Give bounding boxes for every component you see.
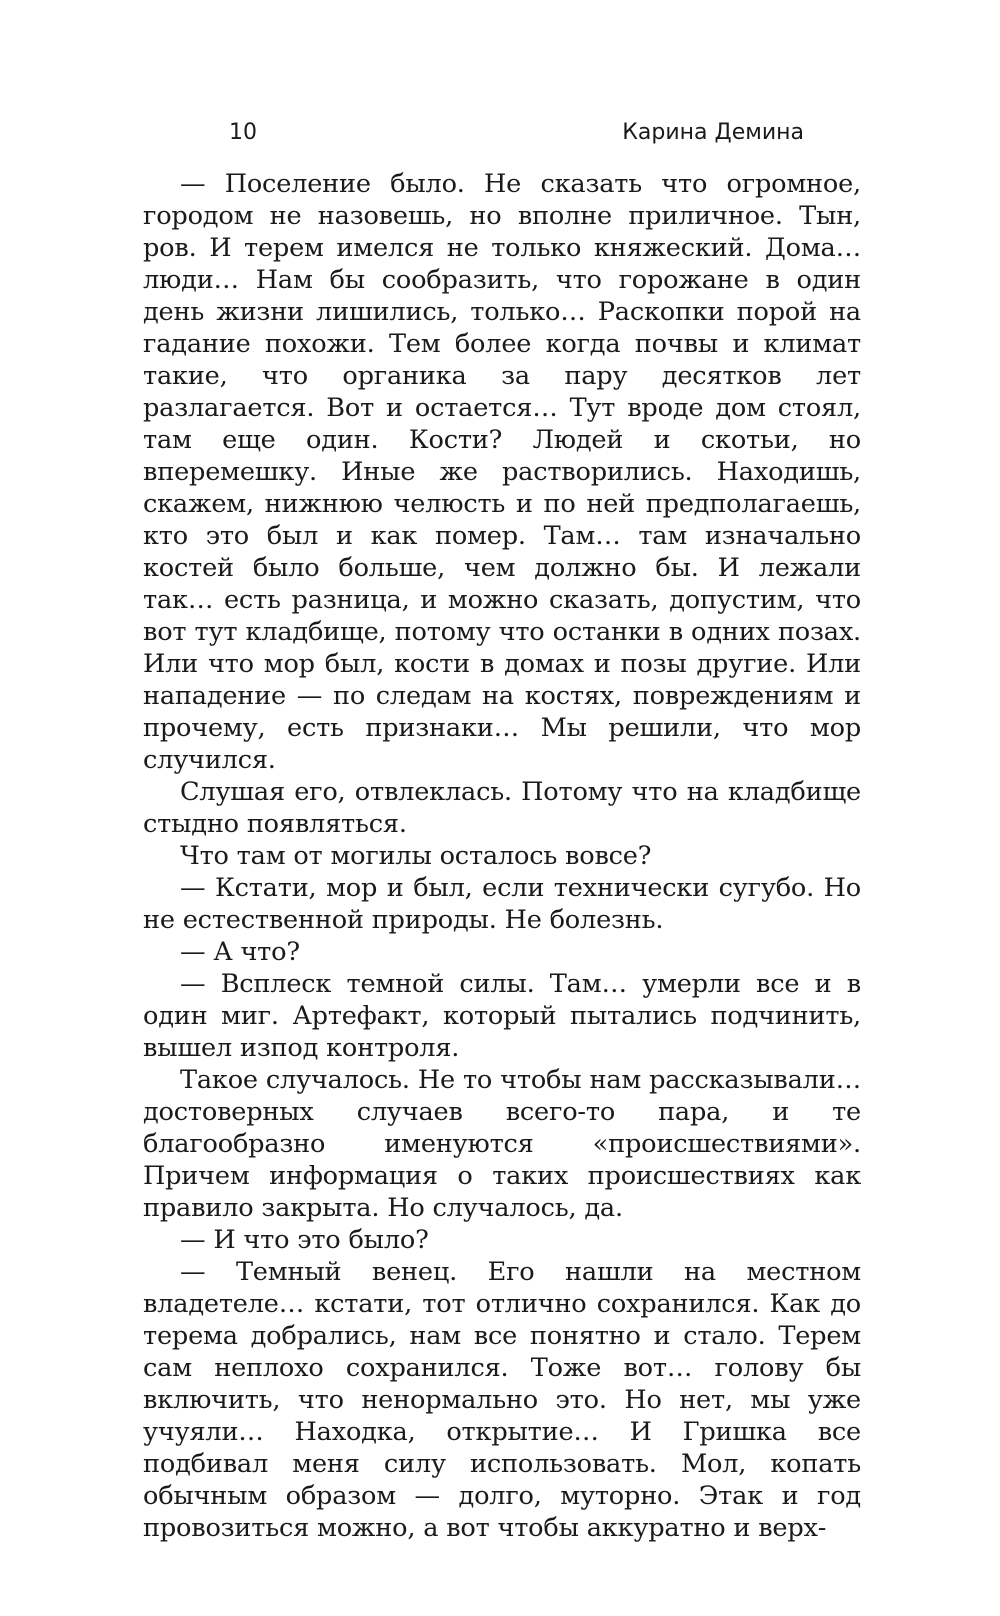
paragraph: — Темный венец. Его нашли на местном владетеле… кстати, тот отлично сохранился. Как до терема добрались, нам все понятно и стало. Терем сам неплохо сохранился. Тоже вот… голову бы включить, что ненормально это. Но нет, мы уже учуяли… Находка, открытие… И Гришка все подбивал меня силу использовать. Мол, копать обычным образом — долго, муторно. Этак и год провозиться можно, а вот чтобы аккуратно и верх-	[143, 1257, 861, 1543]
paragraph: — Всплеск темной силы. Там… умерли все и в один миг. Артефакт, который пытались подчинить, вышел изпод контроля.	[143, 969, 861, 1063]
running-head-author: Карина Демина	[622, 120, 804, 145]
page-number: 10	[229, 120, 257, 145]
paragraph: — А что?	[180, 937, 300, 967]
paragraph: — Кстати, мор и был, если технически сугубо. Но не естественной природы. Не болезнь.	[143, 873, 861, 935]
paragraph: Слушая его, отвлеклась. Потому что на кладбище стыдно появляться.	[143, 777, 861, 839]
body-text	[143, 168, 861, 1544]
paragraph: Такое случалось. Не то чтобы нам рассказывали… достоверных случаев всего-то пара, и те благообразно именуются «происшествиями». Причем информация о таких происшествиях как правило закрыта. Но случалось, да.	[143, 1065, 861, 1223]
paragraph: — И что это было?	[180, 1225, 429, 1255]
page-header	[229, 116, 804, 150]
paragraph: Что там от могилы осталось вовсе?	[180, 841, 652, 871]
paragraph: — Поселение было. Не сказать что огромное, городом не назовешь, но вполне приличное. Тын, ров. И терем имелся не только княжеский. Дома… люди… Нам бы сообразить, что горожане в один день жизни лишились, только… Раскопки порой на гадание похожи. Тем более когда почвы и климат такие, что органика за пару десятков лет разлагается. Вот и остается… Тут вроде дом стоял, там еще один. Кости? Людей и скотьи, но вперемешку. Иные же растворились. Находишь, скажем, нижнюю челюсть и по ней предполагаешь, кто это был и как помер. Там… там изначально костей было больше, чем должно бы. И лежали так… есть разница, и можно сказать, допустим, что вот тут кладбище, потому что останки в одних позах. Или что мор был, кости в домах и позы другие. Или нападение — по следам на костях, повреждениям и прочему, есть признаки… Мы решили, что мор случился.	[143, 169, 861, 775]
